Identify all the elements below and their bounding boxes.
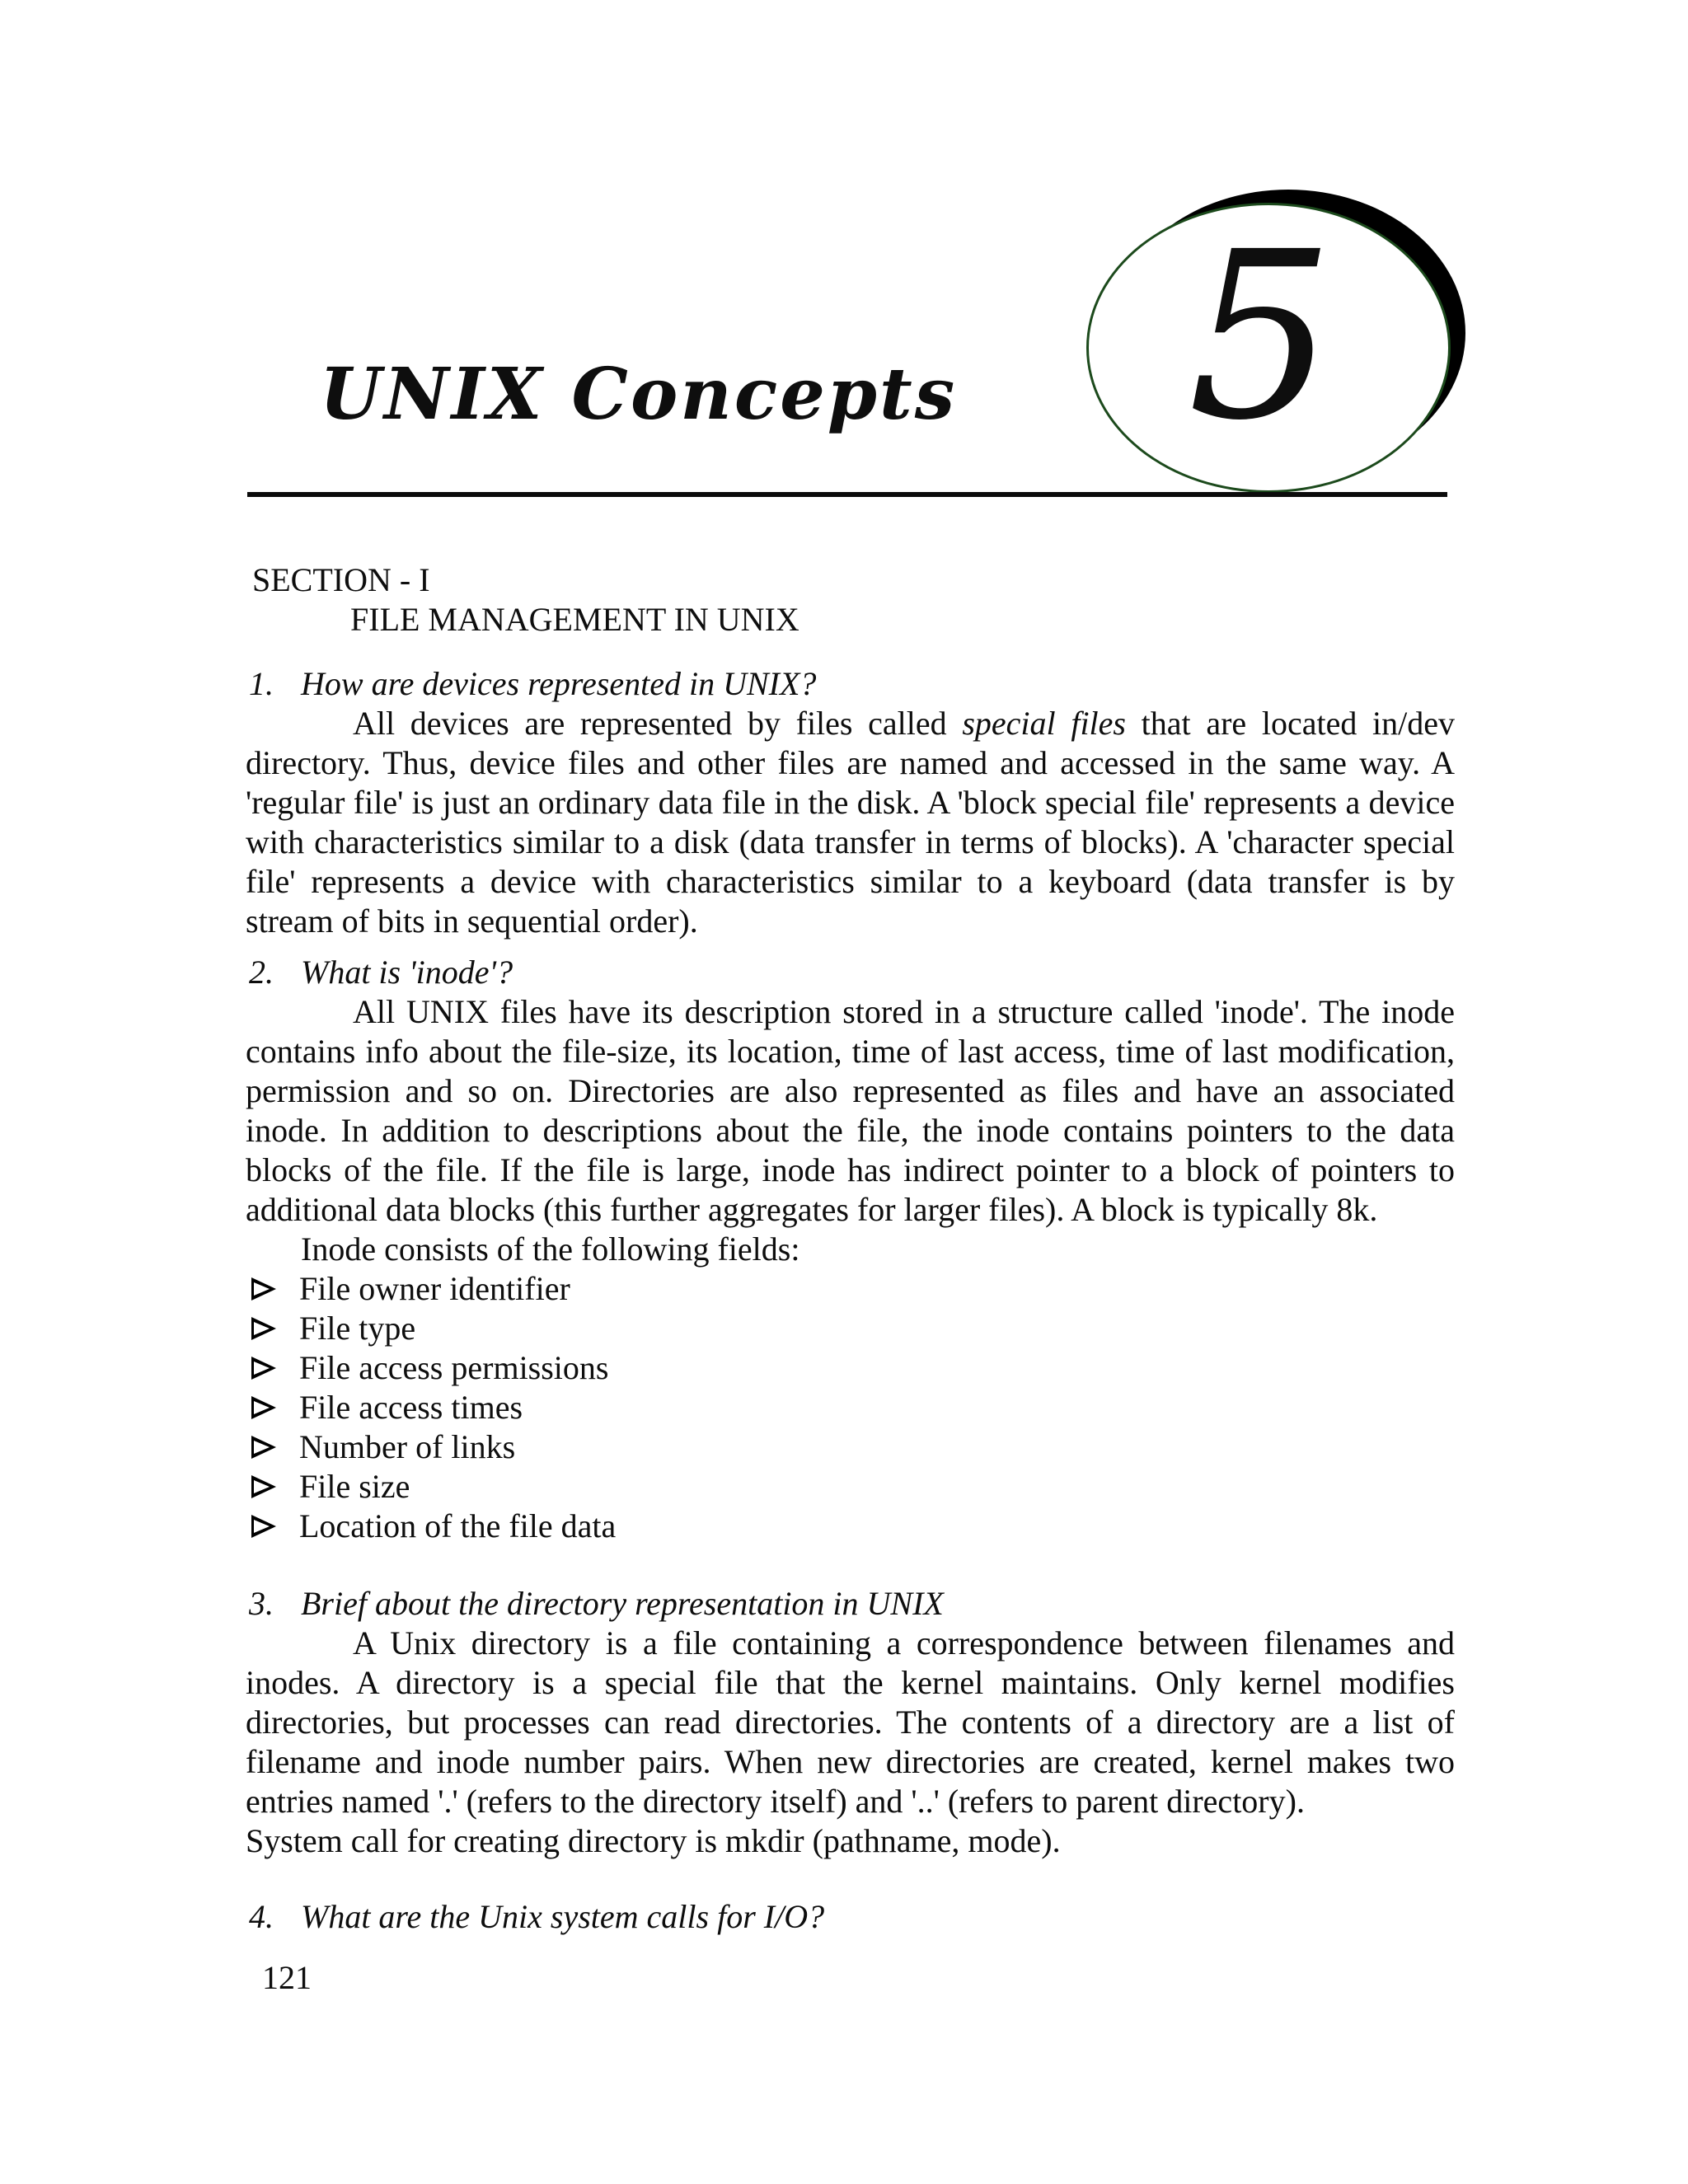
list-item (246, 1309, 1455, 1348)
list-item-label: Location of the file data (299, 1507, 617, 1544)
section-heading: SECTION - I (252, 561, 430, 598)
arrow-bullet-icon (251, 1475, 278, 1498)
question-3-number: 3. (249, 1585, 274, 1622)
inode-fields-intro: Inode consists of the following fields: (301, 1230, 800, 1268)
list-item-label: File access permissions (299, 1349, 609, 1386)
arrow-bullet-icon (251, 1357, 278, 1380)
list-item-label: File size (299, 1468, 410, 1505)
list-item (246, 1348, 1455, 1388)
question-1-heading (246, 664, 1455, 704)
list-item (246, 1507, 1455, 1546)
arrow-bullet-icon (251, 1396, 278, 1419)
arrow-bullet-icon (251, 1277, 278, 1301)
list-item-label: File access times (299, 1389, 523, 1426)
section-subheading: FILE MANAGEMENT IN UNIX (350, 601, 799, 638)
list-item-label: File type (299, 1310, 416, 1347)
chapter-number: 5 (1187, 203, 1335, 471)
question-1-text: How are devices represented in UNIX? (301, 665, 817, 702)
inode-fields-list (246, 1269, 1455, 1546)
question-3-answer-note: System call for creating directory is mkdir (pathname, mode). (246, 1822, 1061, 1859)
arrow-bullet-icon (251, 1515, 278, 1538)
list-item-label: Number of links (299, 1428, 516, 1465)
answer-1-emphasis: special files (962, 705, 1126, 742)
question-2-answer: All UNIX files have its description stored in a structure called 'inode'. The inode contains info about the file-size, its location, time of last access, time of last modification, permission and so on. Directories are also represented as files and have an associated inode. In addition to descriptions about the file, the inode contains pointers to the data blocks of the file. If the file is large, inode has indirect pointer to a block of pointers to additional data blocks (this further aggregates for larger files). A block is typically 8k. (246, 993, 1455, 1228)
answer-1-post: that are located in/dev directory. Thus, device files and other files are named and accessed in the same way. A 'regular file' is just an ordinary data file in the disk. A 'block special file' represents a device with characteristics similar to a disk (data transfer in terms of blocks). A 'character special file' represents a device with characteristics similar to a keyboard (data transfer is by stream of bits in sequential order). (246, 705, 1456, 940)
list-item (246, 1467, 1455, 1507)
question-2-text: What is 'inode'? (301, 954, 513, 991)
list-item-label: File owner identifier (299, 1270, 570, 1307)
list-item (246, 1269, 1455, 1309)
divider-rule (247, 492, 1447, 497)
page-number: 121 (262, 1959, 312, 1996)
question-1-answer (246, 704, 1455, 941)
arrow-bullet-icon (251, 1436, 278, 1459)
question-4-heading (246, 1897, 1455, 1937)
question-3-text: Brief about the directory representation in UNIX (301, 1585, 944, 1622)
question-3-heading (246, 1584, 1455, 1624)
question-4-text: What are the Unix system calls for I/O? (301, 1898, 825, 1935)
page-title: UNIX Concepts (320, 353, 958, 436)
question-3-answer: A Unix directory is a file containing a correspondence between filenames and inodes. A directory is a special file that the kernel maintains. Only kernel modifies directories, but processes can read directories. The contents of a directory are a list of filename and inode number pairs. When new directories are created, kernel makes two entries named '.' (refers to the directory itself) and '..' (refers to parent directory). (246, 1624, 1455, 1820)
question-1-number: 1. (249, 665, 274, 702)
chapter-badge (1086, 188, 1470, 497)
arrow-bullet-icon (251, 1317, 278, 1340)
answer-1-pre: All devices are represented by files called (353, 705, 963, 742)
list-item (246, 1388, 1455, 1427)
page-content (0, 560, 1688, 1998)
chapter-badge-ellipse (1086, 203, 1451, 493)
question-4-number: 4. (249, 1898, 274, 1935)
list-item (246, 1427, 1455, 1467)
question-2-heading (246, 953, 1455, 992)
question-2-number: 2. (249, 954, 274, 991)
